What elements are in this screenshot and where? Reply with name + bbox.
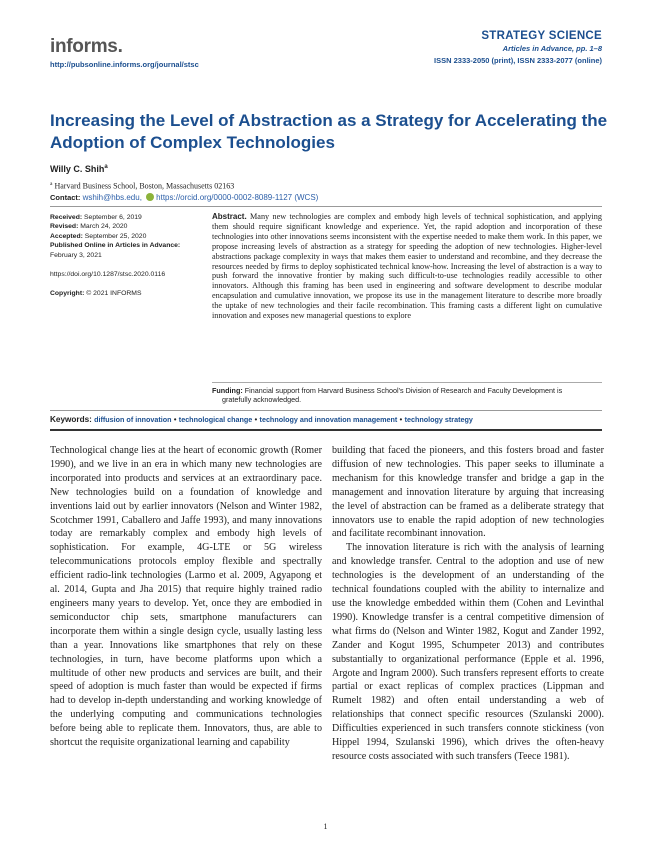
page-number: 1 <box>323 822 328 831</box>
article-title: Increasing the Level of Abstraction as a Strategy for Accelerating the Adoption of Complex Technologies <box>50 111 608 152</box>
body-column-right <box>332 444 604 764</box>
body-paragraph: Technological change lies at the heart of economic growth (Romer 1990), and we live in an era in which many new technologies are incorporated into products and services at an extraordinary pace. New technologies build on a foundation of knowledge and inventions laid out by earlier innovators (Nelson and Winter 1982, Scotchmer 1991, Caballero and Jaffe 1993), and many innovations today are remarkably complex and embody high levels of sophistication. For example, 4G-LTE or 5G wireless telecommunications protocols employ flexible and spectrally efficient radio-link technologies (Larmo et al. 2009, Agyapong et al. 2014, Gupta and Jha 2015) that require highly trained radio engineers many years to develop. Yet, once they are embodied in semiconductor chip sets, smartphone manufacturers can incorporate them within a single design cycle, usually lasting less than a year. Innovations like smartphones that rely on these technologies, in turn, have become platforms upon which a multitude of other new products and services are built, and their speed of adoption is much faster than would be expected if firms had to develop in-depth understanding and working knowledge of the underlying computing and communications technologies before being able to replicate them. Innovators, thus, are able to shortcut the requisite organizational learning and capability <box>50 445 322 749</box>
keyword-link[interactable]: technology and innovation management <box>259 415 398 424</box>
informs-logo[interactable] <box>50 36 123 58</box>
keywords-divider-bottom <box>50 429 602 431</box>
published-date: February 3, 2021 <box>50 251 102 259</box>
affiliation <box>50 181 234 191</box>
author-line <box>50 164 108 174</box>
copyright-label: Copyright: <box>50 290 85 298</box>
funding-line1: Financial support from Harvard Business School’s Division of Research and Faculty Development is <box>244 386 563 395</box>
keyword-separator: • <box>171 415 179 424</box>
funding-divider <box>212 382 602 383</box>
article-history <box>50 213 205 299</box>
keywords-label: Keywords: <box>50 415 92 424</box>
contact-label: Contact: <box>50 193 81 202</box>
abstract <box>212 212 602 321</box>
journal-name: STRATEGY SCIENCE <box>481 30 602 42</box>
orcid-link[interactable]: https://orcid.org/0000-0002-8089-1127 (WCS) <box>156 193 319 202</box>
journal-issn: ISSN 2333-2050 (print), ISSN 2333-2077 (online) <box>434 56 602 65</box>
body-paragraph: The innovation literature is rich with the analysis of learning and knowledge transfer. Central to the adoption and use of new technologies is the development of an understanding of the technical foundations coupled with the ability to internalize and use the knowledge embedded within them (Cohen and Levinthal 1990). Knowledge transfer is a central competitive dimension of what firms do (Nelson and Winter 1982, Kogut and Zander 1992, Zander and Kogut 1995, Schumpeter 2013) and contributes substantially to organizational performance (Epple et al. 1996, Argote and Ingram 2000). Such transfers represent efforts to create partial or exact replicas of complex practices (Lippman and Rumelt 1982) and often entail understanding a web of relationships that connect specific resources (Szulanski 2000). Difficulties experienced in such transfers connote stickiness (von Hippel 1994, Szulanski 1996), which drives the often-heavy resource costs associated with such transfers (Teece 1981). <box>332 542 604 762</box>
copyright-text: © 2021 INFORMS <box>86 290 142 298</box>
body-column-left <box>50 444 322 750</box>
revised-label: Revised: <box>50 223 79 231</box>
doi-link[interactable]: https://doi.org/10.1287/stsc.2020.0116 <box>50 271 166 279</box>
logo-text: informs. <box>50 36 123 57</box>
body-paragraph: building that faced the pioneers, and this fosters broad and faster diffusion of new technologies. This paper seeks to illuminate a mechanism for this knowledge transfer and bridge a gap in the management and innovation literature by arguing that increasing the level of abstraction can be framed as a deliberate strategy that innovators use to enable the rapid adoption of new technologies and facilitate recombinant innovation. <box>332 445 604 540</box>
received-date: September 6, 2019 <box>84 214 142 221</box>
accepted-label: Accepted: <box>50 232 83 240</box>
header-divider <box>50 206 602 207</box>
affiliation-text: Harvard Business School, Boston, Massachusetts 02163 <box>54 181 235 191</box>
contact-line <box>50 193 318 202</box>
journal-header <box>50 30 602 75</box>
abstract-label: Abstract. <box>212 212 247 221</box>
affiliation-sup: a <box>50 181 53 187</box>
journal-url-link[interactable]: http://pubsonline.informs.org/journal/stsc <box>50 60 199 69</box>
author-sup: a <box>104 164 108 170</box>
funding-note <box>212 386 602 404</box>
accepted-date: September 25, 2020 <box>84 232 147 240</box>
keywords <box>50 415 602 424</box>
revised-date: March 24, 2020 <box>80 223 128 231</box>
keyword-separator: • <box>252 415 260 424</box>
orcid-icon <box>146 193 154 201</box>
journal-info <box>434 30 602 65</box>
keywords-divider-top <box>50 410 602 411</box>
published-label: Published Online in Articles in Advance: <box>50 242 181 250</box>
keywords-list <box>94 415 473 424</box>
funding-label: Funding: <box>212 386 243 395</box>
journal-pages: Articles in Advance, pp. 1–8 <box>502 44 602 53</box>
received-label: Received: <box>50 214 83 221</box>
keyword-separator: • <box>397 415 405 424</box>
keyword-link[interactable]: technology strategy <box>404 415 473 424</box>
keyword-link[interactable]: technological change <box>178 415 253 424</box>
contact-email-link[interactable]: wshih@hbs.edu, <box>82 193 142 202</box>
keyword-link[interactable]: diffusion of innovation <box>94 415 172 424</box>
author-name: Willy C. Shih <box>50 164 105 174</box>
funding-line2: gratefully acknowledged. <box>222 395 302 404</box>
abstract-text: Many new technologies are complex and embody high levels of technical sophistication, and applying them should require significant knowledge and experience. Yet, the rapid adoption and incorporation of these technologies into other innovations seems inconsistent with the expertise needed to make them work. In this paper, we propose increasing levels of abstraction as a strategy for speeding the adoption of new technologies. Higher-level abstractions package complexity in ways that makes them easier to understand and recombine, and they decrease the resources needed by firms to deploy sophisticated technical know-how. Increasing the level of abstraction is a way to push forward the innovative frontier by making such difficult-to-use technologies readily accessible to other innovators. Although this framing has been used in engineering and software development to describe modular encapsulation and cumulative innovation, we propose its use in the management literature to describe more broadly the uptake of new technologies and their facile recombination. This framing casts a different light on cumulative innovation and exposes new managerial questions to explore <box>212 212 602 321</box>
